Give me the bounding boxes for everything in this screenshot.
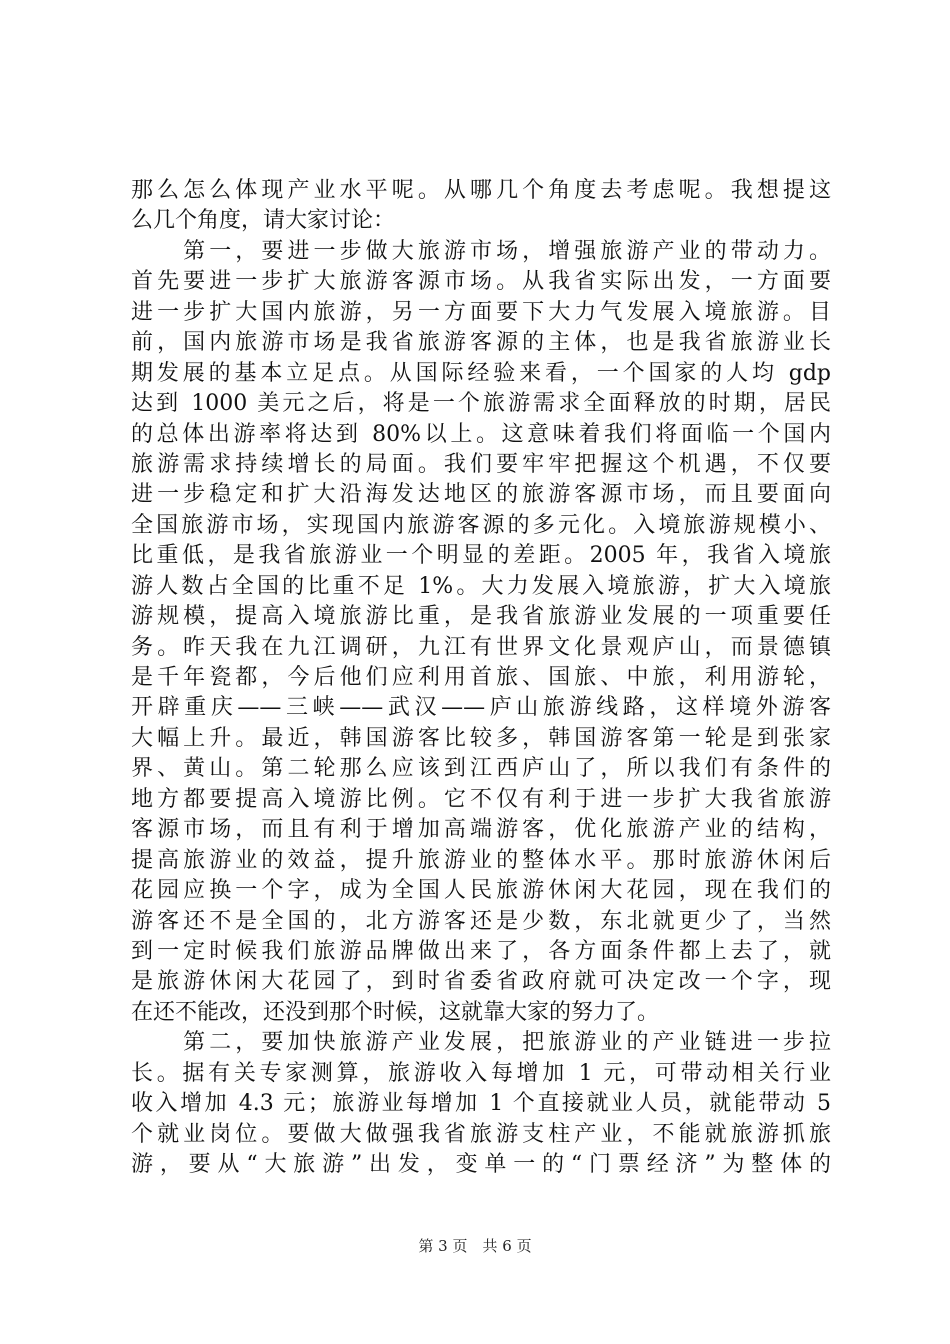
- text-line: 大幅上升。最近，韩国游客比较多，韩国游客第一轮是到张家: [131, 725, 831, 751]
- text-line: 那么怎么体现产业水平呢。从哪几个角度去考虑呢。我想提这: [131, 178, 831, 203]
- text-line: 个就业岗位。要做大做强我省旅游支柱产业，不能就旅游抓旅: [131, 1121, 831, 1147]
- text-line: 界、黄山。第二轮那么应该到江西庐山了，所以我们有条件的: [131, 756, 831, 782]
- text-line: 期发展的基本立足点。从国际经验来看，一个国家的人均 gdp: [131, 360, 831, 386]
- text-line: 收入增加 4.3 元；旅游业每增加 1 个直接就业人员，就能带动 5: [131, 1091, 831, 1117]
- text-line: 全国旅游市场，实现国内旅游客源的多元化。入境旅游规模小、: [131, 512, 831, 538]
- text-line: 在还不能改，还没到那个时候，这就靠大家的努力了。: [131, 999, 660, 1025]
- text-line: 比重低，是我省旅游业一个明显的差距。2005 年，我省入境旅: [131, 543, 831, 569]
- text-line: 务。昨天我在九江调研，九江有世界文化景观庐山，而景德镇: [131, 634, 831, 660]
- text-line: 花园应换一个字，成为全国人民旅游休闲大花园，现在我们的: [131, 878, 831, 904]
- text-line: 第一，要进一步做大旅游市场，增强旅游产业的带动力。: [131, 238, 831, 264]
- page-footer: 第 3 页 共 6 页: [418, 1237, 532, 1255]
- text-line: 游规模，提高入境旅游比重，是我省旅游业发展的一项重要任: [131, 604, 831, 630]
- text-line: 开辟重庆——三峡——武汉——庐山旅游线路，这样境外游客: [131, 695, 831, 721]
- text-line: 游，要从“大旅游”出发，变单一的“门票经济”为整体的: [131, 1152, 831, 1177]
- body-text: [131, 176, 831, 1180]
- text-line: 第二，要加快旅游产业发展，把旅游业的产业链进一步拉: [131, 1030, 831, 1056]
- text-line: 的总体出游率将达到 80%以上。这意味着我们将面临一个国内: [131, 421, 831, 447]
- text-line: 客源市场，而且有利于增加高端游客，优化旅游产业的结构，: [131, 817, 831, 843]
- text-line: 达到 1000 美元之后，将是一个旅游需求全面释放的时期，居民: [131, 391, 831, 417]
- text-line: 是旅游休闲大花园了，到时省委省政府就可决定改一个字，现: [131, 969, 831, 995]
- text-line: 提高旅游业的效益，提升旅游业的整体水平。那时旅游休闲后: [131, 847, 831, 873]
- text-line: 进一步稳定和扩大沿海发达地区的旅游客源市场，而且要面向: [131, 482, 831, 508]
- text-line: 进一步扩大国内旅游，另一方面要下大力气发展入境旅游。目: [131, 299, 831, 325]
- text-line: 地方都要提高入境游比例。它不仅有利于进一步扩大我省旅游: [131, 786, 831, 812]
- text-line: 首先要进一步扩大旅游客源市场。从我省实际出发，一方面要: [131, 269, 831, 295]
- text-line: 游人数占全国的比重不足 1%。大力发展入境旅游，扩大入境旅: [131, 573, 831, 599]
- text-line: 前，国内旅游市场是我省旅游客源的主体，也是我省旅游业长: [131, 330, 831, 356]
- text-line: 游客还不是全国的，北方游客还是少数，东北就更少了，当然: [131, 908, 831, 934]
- text-line: 旅游需求持续增长的局面。我们要牢牢把握这个机遇，不仅要: [131, 451, 831, 477]
- text-line: 到一定时候我们旅游品牌做出来了，各方面条件都上去了，就: [131, 938, 831, 964]
- text-line: 是千年瓷都，今后他们应利用首旅、国旅、中旅，利用游轮，: [131, 665, 831, 690]
- text-line: 长。据有关专家测算，旅游收入每增加 1 元，可带动相关行业: [131, 1060, 831, 1086]
- text-line: 么几个角度，请大家讨论：: [131, 208, 396, 234]
